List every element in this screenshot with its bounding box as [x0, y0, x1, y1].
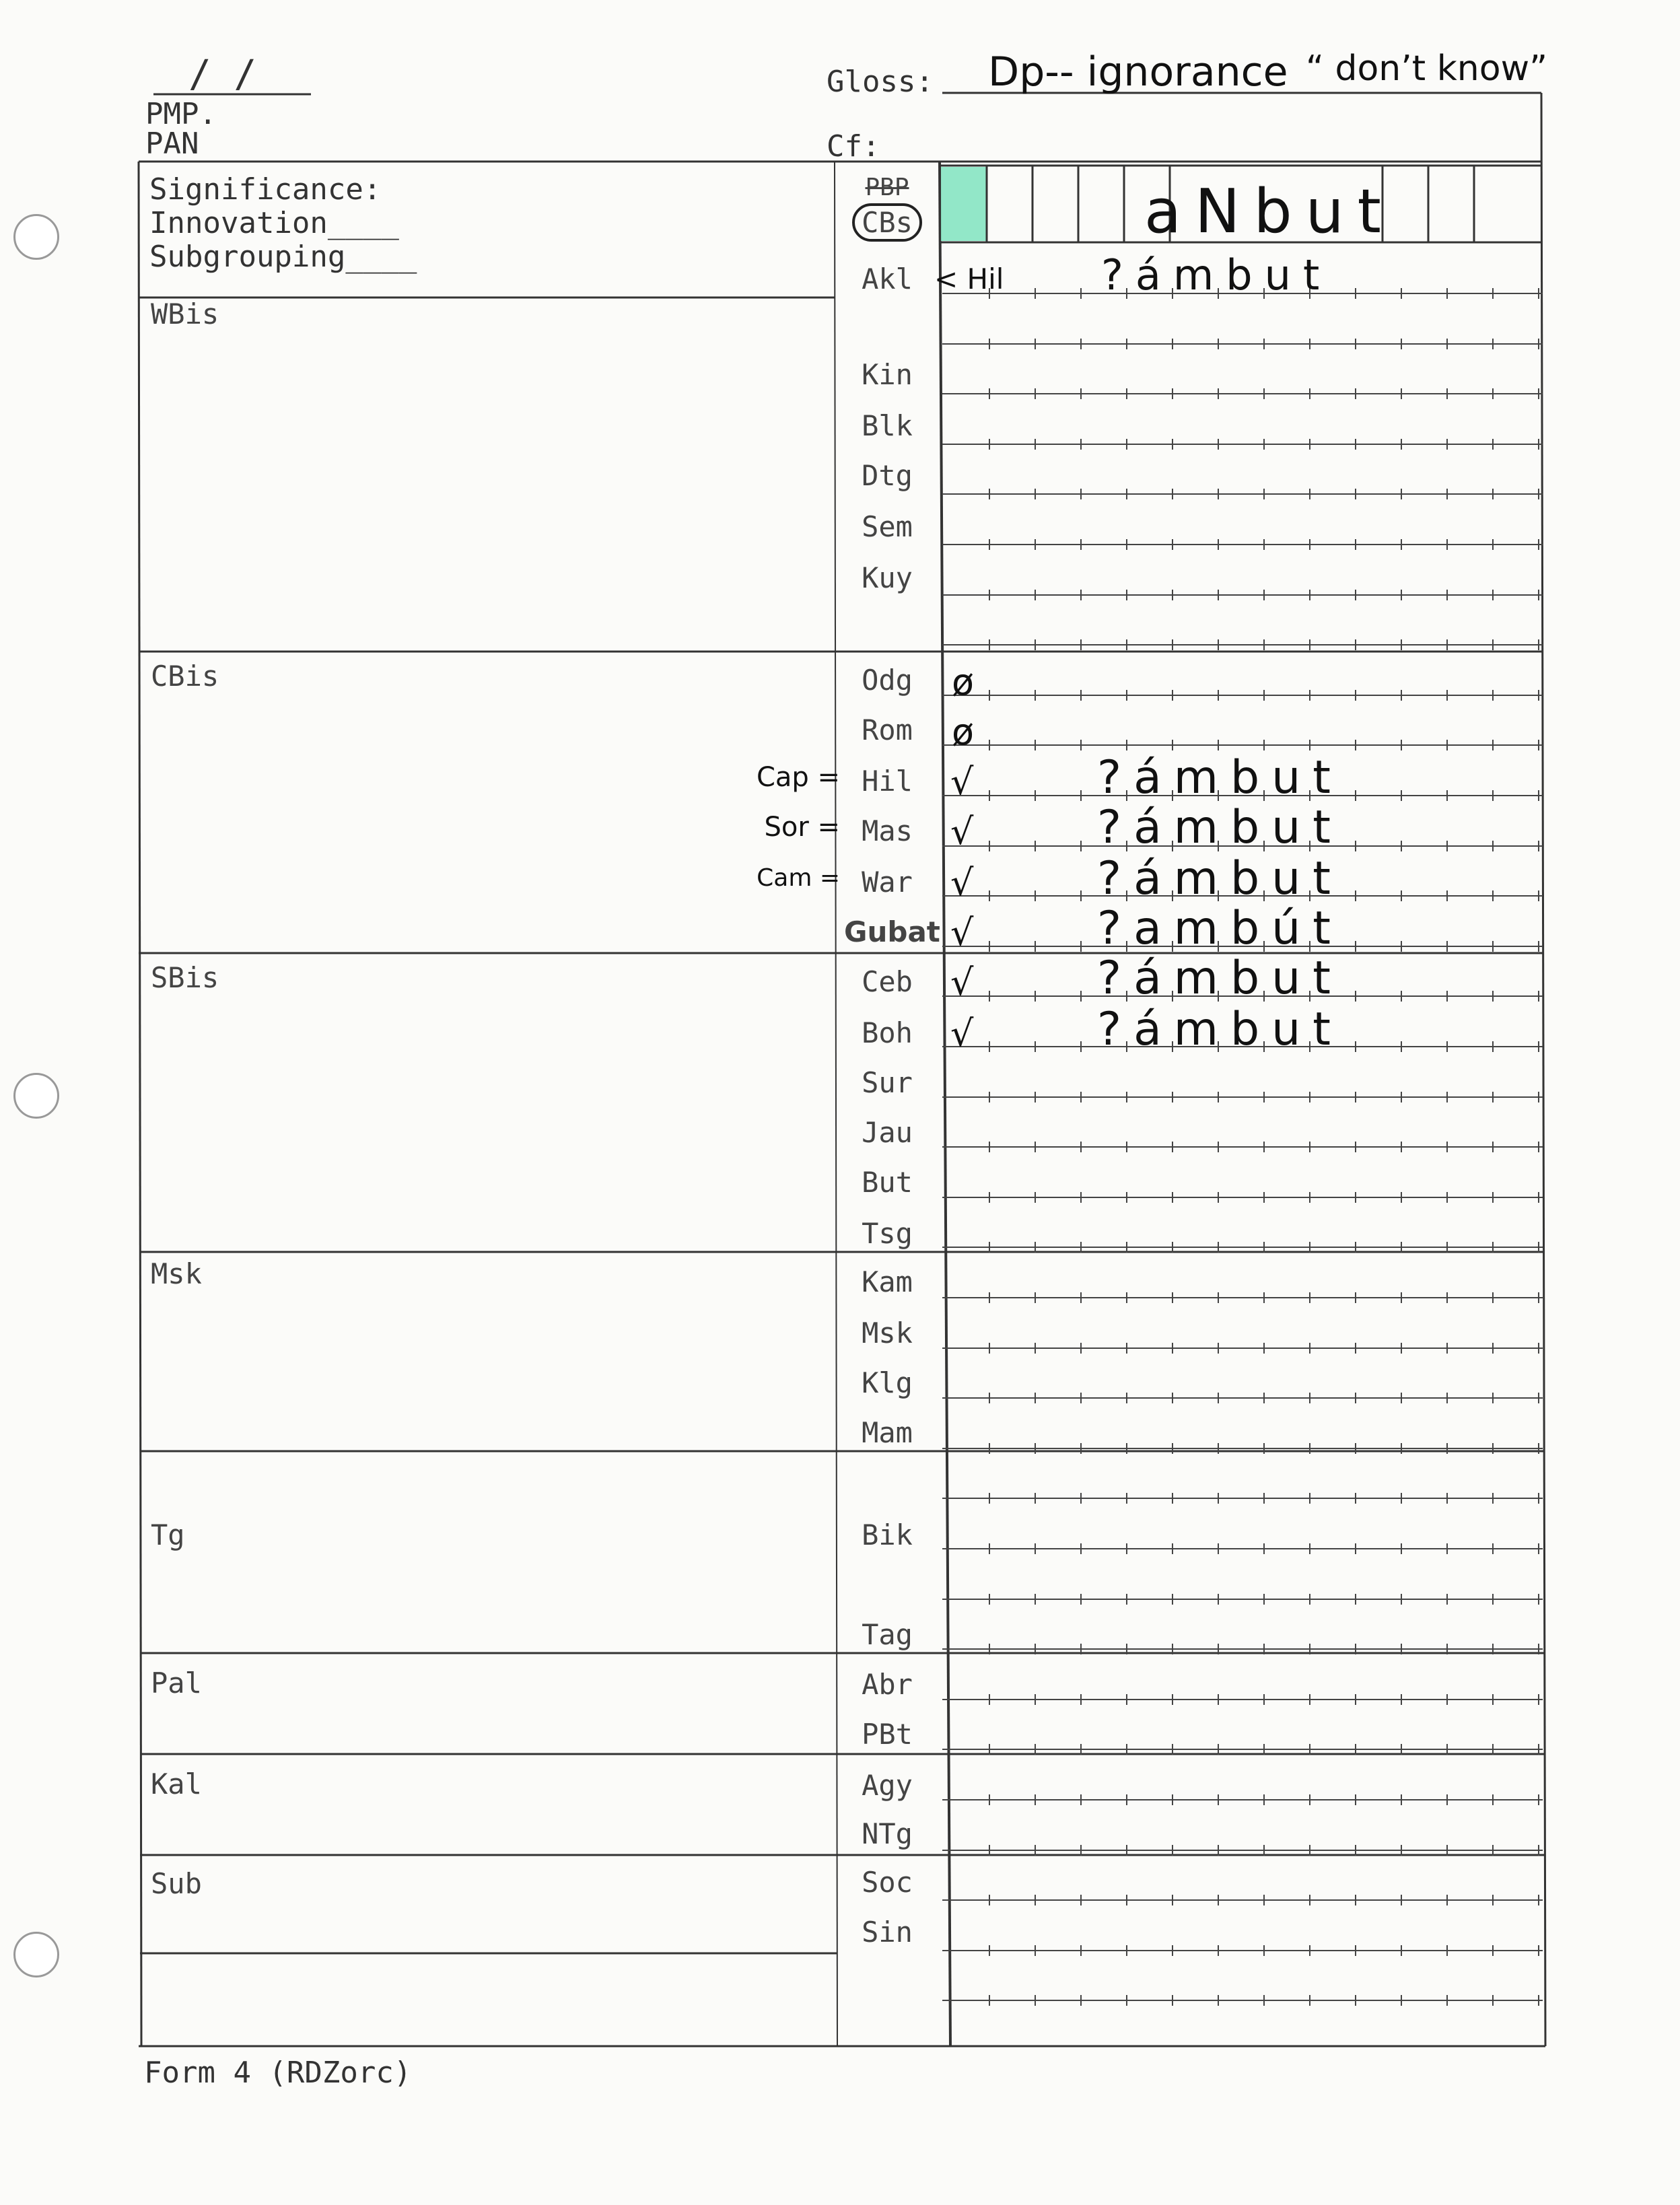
mark-odg-null: ø	[952, 661, 975, 703]
mark-gubat-check: √	[950, 911, 974, 954]
note-cap: Cap =	[756, 762, 840, 793]
innovation-field[interactable]: Innovation____	[149, 206, 399, 240]
lang-abr: Abr	[862, 1668, 913, 1701]
entry-gubat[interactable]: ?ambút	[1097, 902, 1343, 955]
lang-dtg: Dtg	[862, 459, 913, 492]
pmp-label: PMP.	[145, 97, 217, 131]
reconstruction-form[interactable]: aNbut	[1144, 176, 1395, 247]
lang-sur: Sur	[862, 1066, 913, 1099]
lang-sin: Sin	[862, 1916, 913, 1949]
date-field[interactable]: / /	[188, 53, 257, 96]
subgrouping-field[interactable]: Subgrouping____	[149, 240, 417, 274]
form-footer: Form 4 (RDZorc)	[144, 2056, 412, 2090]
lang-msk: Msk	[862, 1317, 913, 1350]
note-sor: Sor =	[764, 812, 840, 843]
lang-gubat: Gubat	[844, 915, 940, 948]
lang-tag: Tag	[862, 1618, 913, 1651]
lang-agy: Agy	[862, 1769, 913, 1802]
lang-hil: Hil	[862, 765, 913, 798]
lang-war: War	[862, 866, 913, 899]
cbs-label-text: CBs	[852, 203, 922, 242]
lang-kam: Kam	[862, 1265, 913, 1298]
section-sub: Sub	[151, 1867, 202, 1900]
entry-mas[interactable]: ?ámbut	[1097, 801, 1343, 854]
significance-title: Significance:	[149, 172, 382, 207]
mark-mas-check: √	[950, 810, 974, 853]
lang-klg: Klg	[862, 1366, 913, 1399]
lang-sem: Sem	[862, 510, 913, 543]
lang-but: But	[862, 1166, 913, 1199]
mark-ceb-check: √	[950, 961, 974, 1004]
lang-blk: Blk	[862, 409, 913, 442]
lang-kin: Kin	[862, 358, 913, 391]
lang-pbt: PBt	[862, 1718, 913, 1751]
section-cbis: CBis	[151, 660, 219, 693]
section-msk: Msk	[151, 1257, 202, 1290]
lang-jau: Jau	[862, 1116, 913, 1149]
section-pal: Pal	[151, 1667, 202, 1700]
mark-boh-check: √	[950, 1012, 974, 1055]
entry-war[interactable]: ?ámbut	[1097, 852, 1343, 905]
lang-boh: Boh	[862, 1016, 913, 1049]
lang-bik: Bik	[862, 1518, 913, 1551]
mark-rom-null: ø	[952, 711, 975, 753]
note-cam: Cam =	[757, 864, 840, 892]
crossed-label-pbp	[840, 174, 934, 201]
pan-label: PAN	[145, 127, 199, 161]
entry-hil[interactable]: ?ámbut	[1097, 751, 1343, 804]
akl-note: < Hil	[934, 262, 1004, 295]
section-kal: Kal	[151, 1768, 202, 1800]
lang-tsg: Tsg	[862, 1217, 913, 1250]
entry-ceb[interactable]: ?ámbut	[1097, 952, 1343, 1005]
mark-hil-check: √	[950, 761, 974, 803]
section-tg: Tg	[151, 1518, 185, 1551]
lang-ceb: Ceb	[862, 965, 913, 998]
cf-label: Cf:	[827, 129, 880, 164]
gloss-label: Gloss:	[827, 65, 934, 99]
crossed-label-text: PBP	[865, 174, 909, 201]
lang-soc: Soc	[862, 1866, 913, 1899]
entry-akl[interactable]: ?ámbut	[1101, 250, 1332, 300]
section-wbis: WBis	[151, 298, 219, 330]
gloss-value[interactable]: Dp-- ignorance	[988, 48, 1288, 96]
lang-mas: Mas	[862, 814, 913, 847]
lang-mam: Mam	[862, 1416, 913, 1449]
entry-boh[interactable]: ?ámbut	[1097, 1003, 1343, 1056]
akl-label: Akl	[862, 262, 913, 295]
lang-rom: Rom	[862, 713, 913, 746]
lang-ntg: NTg	[862, 1817, 913, 1850]
lang-odg: Odg	[862, 664, 913, 697]
section-sbis: SBis	[151, 961, 219, 994]
lang-kuy: Kuy	[862, 561, 913, 594]
mark-war-check: √	[950, 862, 974, 904]
gloss-english[interactable]: “ don’t know”	[1306, 48, 1548, 89]
cbs-label	[840, 206, 934, 239]
